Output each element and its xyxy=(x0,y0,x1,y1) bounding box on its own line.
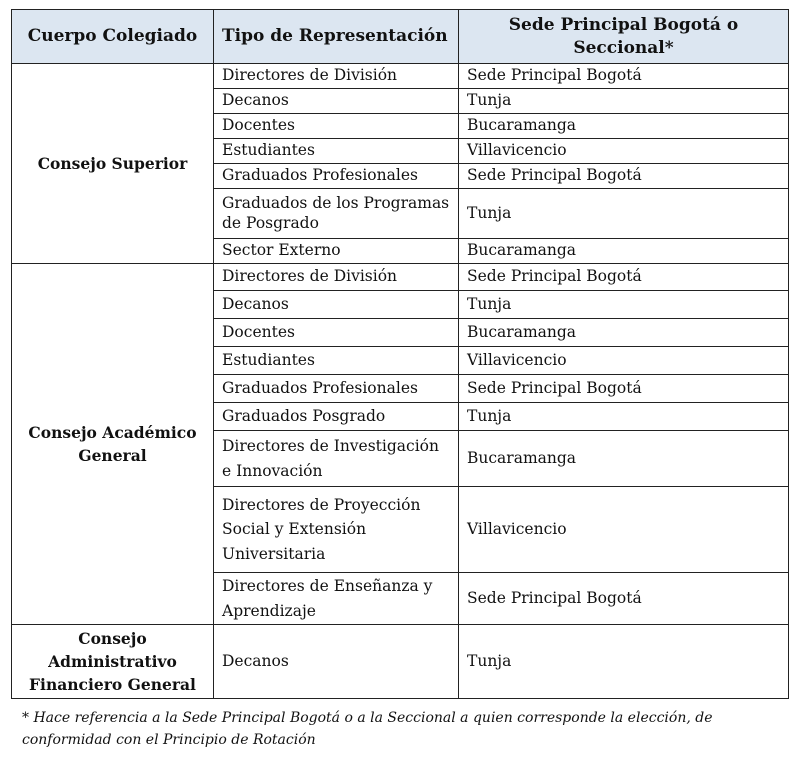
footnote: * Hace referencia a la Sede Principal Bogotá o a la Seccional a quien corresponde la elección, de conformidad con el Principio de Rotación xyxy=(22,710,713,749)
row-tipo: Decanos xyxy=(214,625,459,699)
row-sede: Sede Principal Bogotá xyxy=(459,573,789,625)
row-tipo: Estudiantes xyxy=(214,347,459,375)
representation-table xyxy=(11,9,789,699)
row-sede: Bucaramanga xyxy=(459,239,789,264)
row-sede: Bucaramanga xyxy=(459,431,789,487)
row-tipo: Decanos xyxy=(214,291,459,319)
row-sede: Tunja xyxy=(459,291,789,319)
row-tipo: Graduados Profesionales xyxy=(214,375,459,403)
table-row xyxy=(12,264,789,291)
header-row xyxy=(12,10,789,64)
header-tipo-representacion: Tipo de Representación xyxy=(214,10,459,64)
row-tipo: Graduados de los Programas de Posgrado xyxy=(214,189,459,239)
row-tipo: Directores de Proyección Social y Extensión Universitaria xyxy=(214,487,459,573)
row-tipo: Directores de Enseñanza y Aprendizaje xyxy=(214,573,459,625)
row-sede: Tunja xyxy=(459,189,789,239)
row-tipo: Docentes xyxy=(214,114,459,139)
table-row xyxy=(12,625,789,699)
row-sede: Bucaramanga xyxy=(459,114,789,139)
row-tipo: Sector Externo xyxy=(214,239,459,264)
row-sede: Tunja xyxy=(459,89,789,114)
row-tipo: Directores de Investigación e Innovación xyxy=(214,431,459,487)
row-sede: Sede Principal Bogotá xyxy=(459,64,789,89)
row-sede: Sede Principal Bogotá xyxy=(459,375,789,403)
row-tipo: Docentes xyxy=(214,319,459,347)
row-sede: Sede Principal Bogotá xyxy=(459,264,789,291)
row-sede: Villavicencio xyxy=(459,487,789,573)
row-tipo: Directores de División xyxy=(214,64,459,89)
row-sede: Sede Principal Bogotá xyxy=(459,164,789,189)
row-sede: Bucaramanga xyxy=(459,319,789,347)
header-sede: Sede Principal Bogotá o Seccional* xyxy=(459,10,789,64)
row-sede: Tunja xyxy=(459,403,789,431)
group-consejo-administrativo-financiero-general: Consejo Administrativo Financiero General xyxy=(12,625,214,699)
row-sede: Villavicencio xyxy=(459,139,789,164)
row-tipo: Graduados Profesionales xyxy=(214,164,459,189)
row-tipo: Decanos xyxy=(214,89,459,114)
row-sede: Tunja xyxy=(459,625,789,699)
table-row xyxy=(12,64,789,89)
row-tipo: Directores de División xyxy=(214,264,459,291)
header-cuerpo-colegiado: Cuerpo Colegiado xyxy=(12,10,214,64)
row-tipo: Graduados Posgrado xyxy=(214,403,459,431)
row-sede: Villavicencio xyxy=(459,347,789,375)
row-tipo: Estudiantes xyxy=(214,139,459,164)
group-consejo-superior: Consejo Superior xyxy=(12,64,214,264)
group-consejo-academico-general: Consejo Académico General xyxy=(12,264,214,625)
